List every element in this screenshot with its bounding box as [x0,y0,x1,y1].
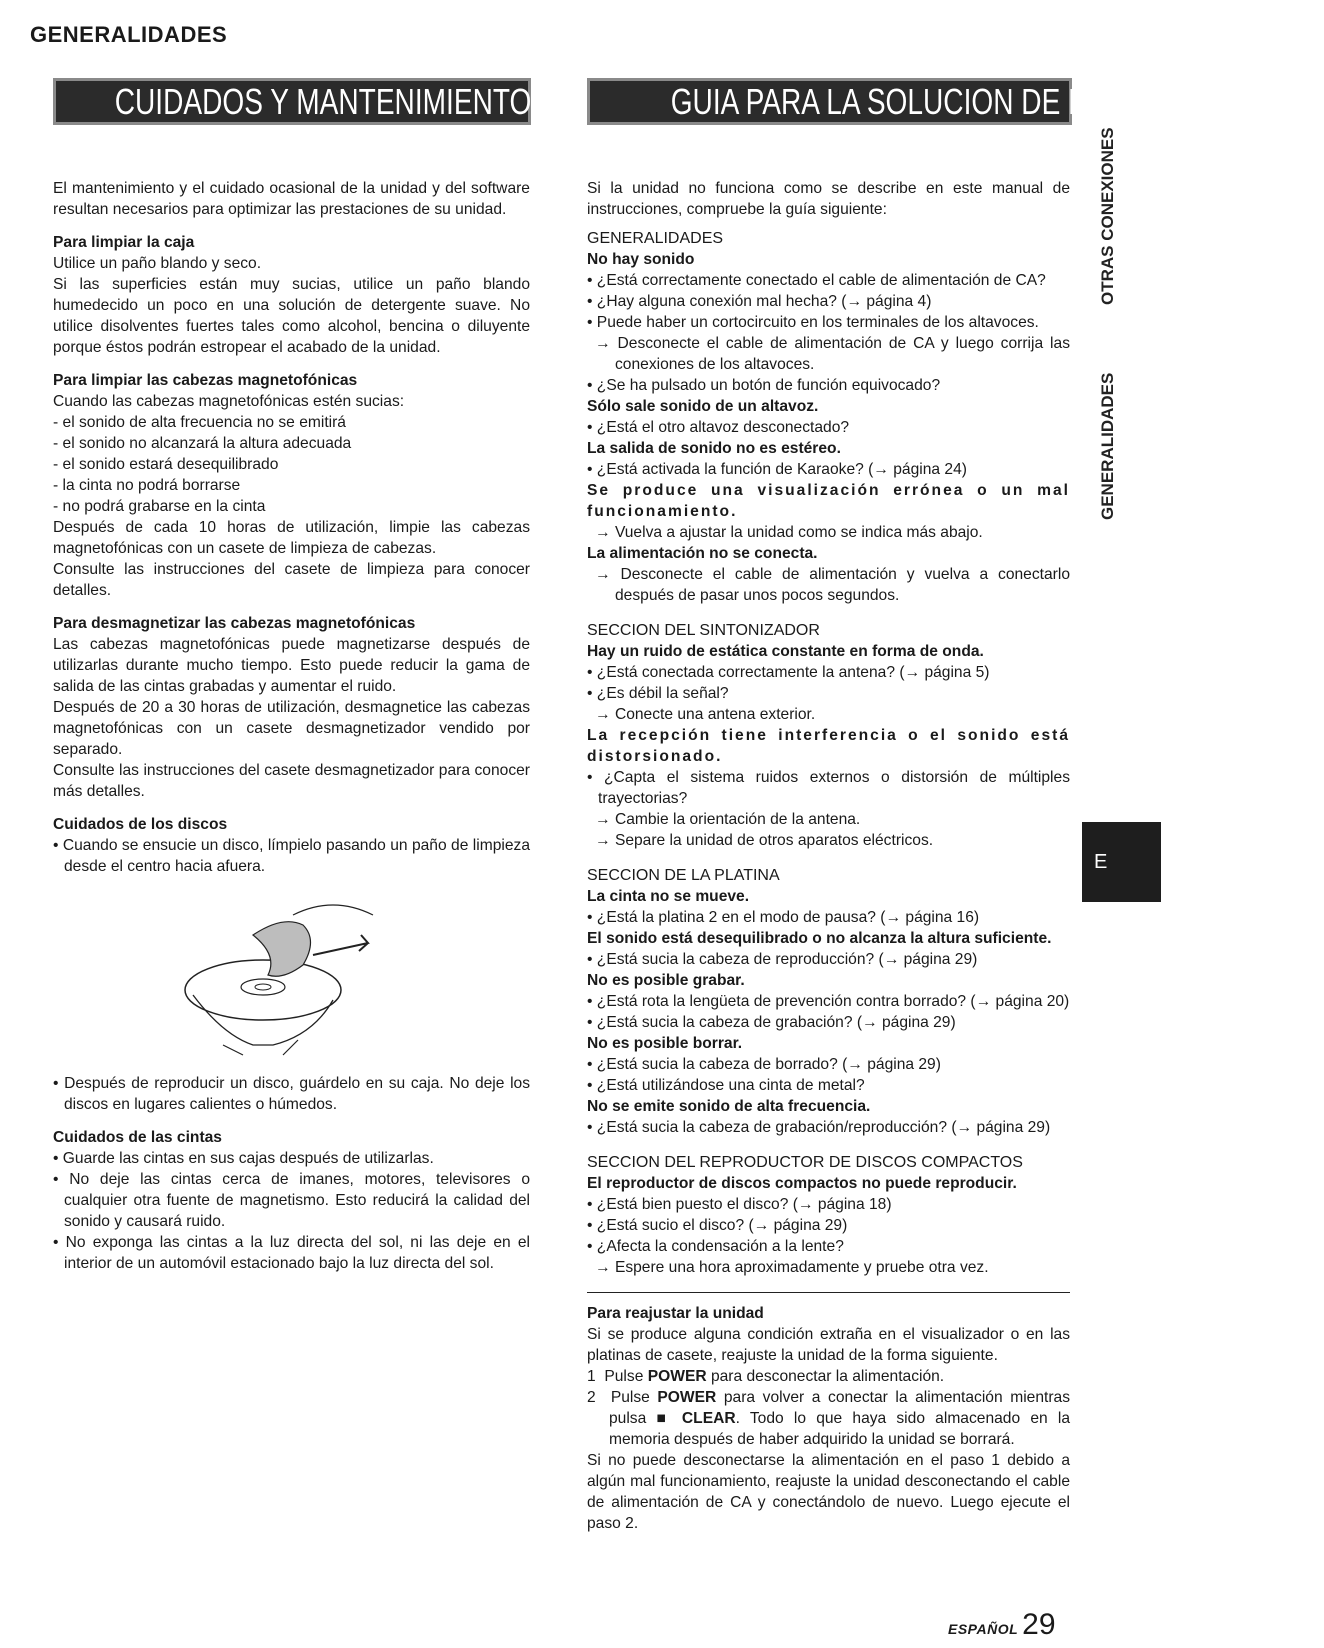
list-item: • ¿Está sucio el disco? (→ página 29) [587,1215,1070,1236]
side-tabs [1090,80,1130,520]
heading-desmagnetizar: Para desmagnetizar las cabezas magnetofónicas [53,615,416,632]
problem-heading: El reproductor de discos compactos no puede reproducir. [587,1175,1017,1192]
tab-otras-conexiones: OTRAS CONEXIONES [1098,127,1117,305]
list-item: • Después de reproducir un disco, guárdelo en su caja. No deje los discos en lugares calientes o húmedos. [53,1073,530,1115]
problem-heading: La salida de sonido no es estéreo. [587,440,841,457]
disc-cleaning-illustration [183,895,383,1055]
problem-heading: Hay un ruido de estática constante en forma de onda. [587,643,984,660]
list-item: • ¿Está sucia la cabeza de grabación/reproducción? (→ página 29) [587,1117,1070,1138]
problem-heading: La recepción tiene interferencia o el sonido está distorsionado. [587,727,1070,765]
list-item: • ¿Está utilizándose una cinta de metal? [587,1075,1070,1096]
list-item: - el sonido estará desequilibrado [53,456,279,473]
intro-text: El mantenimiento y el cuidado ocasional de la unidad y del software resultan necesarios para optimizar las prestaciones de su unidad. [53,180,530,218]
paragraph: Si las superficies están muy sucias, utilice un paño blando humedecido un poco en una solución de detergente suave. No utilice disolventes fuertes tales como alcohol, bencina o diluyente porque éstos podrán estropear el acabado de la unidad. [53,276,530,356]
list-item: • No exponga las cintas a la luz directa del sol, ni las deje en el interior de un automóvil estacionado bajo la luz directa del sol. [53,1232,530,1274]
paragraph: Después de 20 a 30 horas de utilización, desmagnetice las cabezas magnetofónicas con un casete desmagnetizador vendido por separado. [53,699,530,758]
list-item: • Cuando se ensucie un disco, límpielo pasando un paño de limpieza desde el centro hacia afuera. [53,835,530,877]
divider [587,1292,1070,1293]
list-item: • ¿Está la platina 2 en el modo de pausa? (→ página 16) [587,907,1070,928]
problem-heading: No es posible borrar. [587,1035,743,1052]
section-title-platina: SECCION DE LA PLATINA [587,867,780,884]
remedy-item: → Cambie la orientación de la antena. [587,809,1070,830]
list-item: • Puede haber un cortocircuito en los terminales de los altavoces. [587,312,1070,333]
list-item: • ¿Afecta la condensación a la lente? [587,1236,1070,1257]
intro-text: Si la unidad no funciona como se describe en este manual de instrucciones, compruebe la guía siguiente: [587,180,1070,218]
list-item: - el sonido de alta frecuencia no se emitirá [53,414,346,431]
list-item: • ¿Está sucia la cabeza de grabación? (→ página 29) [587,1012,1070,1033]
list-item: • ¿Es débil la señal? [587,683,1070,704]
remedy-item: → Espere una hora aproximadamente y pruebe otra vez. [587,1257,1070,1278]
list-item: • ¿Está activada la función de Karaoke? (→ página 24) [587,459,1070,480]
list-item: - el sonido no alcanzará la altura adecuada [53,435,352,452]
paragraph: Si se produce alguna condición extraña en el visualizador o en las platinas de casete, reajuste la unidad de la forma siguiente. [587,1326,1070,1364]
tab-generalidades: GENERALIDADES [1098,372,1117,520]
list-item: • ¿Está rota la lengüeta de prevención contra borrado? (→ página 20) [587,991,1070,1012]
paragraph: Consulte las instrucciones del casete desmagnetizador para conocer más detalles. [53,762,530,800]
list-item: • ¿Está sucia la cabeza de borrado? (→ página 29) [587,1054,1070,1075]
heading-reajustar: Para reajustar la unidad [587,1305,764,1322]
remedy-item: → Desconecte el cable de alimentación de CA y luego corrija las conexiones de los altavoces. [587,333,1070,375]
paragraph: Cuando las cabezas magnetofónicas estén sucias: [53,393,405,410]
section-title-sintonizador: SECCION DEL SINTONIZADOR [587,622,820,639]
problem-heading: No hay sonido [587,251,695,268]
banner-cuidados: CUIDADOS Y MANTENIMIENTO [53,78,531,125]
list-item: • ¿Está correctamente conectado el cable de alimentación de CA? [587,270,1070,291]
problem-heading: La alimentación no se conecta. [587,545,818,562]
problem-heading: El sonido está desequilibrado o no alcanza la altura suficiente. [587,930,1052,947]
footer-language: ESPAÑOL [948,1621,1019,1637]
heading-caja: Para limpiar la caja [53,234,195,251]
remedy-item: → Desconecte el cable de alimentación y vuelva a conectarlo después de pasar unos pocos segundos. [587,564,1070,606]
list-item: • ¿Está sucia la cabeza de reproducción? (→ página 29) [587,949,1070,970]
remedy-item: → Vuelva a ajustar la unidad como se indica más abajo. [587,522,1070,543]
problem-heading: Sólo sale sonido de un altavoz. [587,398,819,415]
list-item: • ¿Hay alguna conexión mal hecha? (→ página 4) [587,291,1070,312]
paragraph: Si no puede desconectarse la alimentación en el paso 1 debido a algún mal funcionamiento, reajuste la unidad desconectando el cable de alimentación de CA y conectándolo de nuevo. Luego ejecute el paso 2. [587,1452,1070,1532]
list-item: - no podrá grabarse en la cinta [53,498,266,515]
section-title-generalidades: GENERALIDADES [587,230,724,247]
list-item: • ¿Está el otro altavoz desconectado? [587,417,1070,438]
problem-heading: No es posible grabar. [587,972,745,989]
list-item: • ¿Capta el sistema ruidos externos o distorsión de múltiples trayectorias? [587,767,1070,809]
problem-heading: La cinta no se mueve. [587,888,750,905]
language-tab: E [1082,822,1161,902]
remedy-item: → Conecte una antena exterior. [587,704,1070,725]
page-number: 29 [1022,1608,1056,1641]
page-footer [948,1608,1056,1642]
problem-heading: Se produce una visualización errónea o un mal funcionamiento. [587,482,1070,520]
remedy-item: → Separe la unidad de otros aparatos eléctricos. [587,830,1070,851]
list-item: • No deje las cintas cerca de imanes, motores, televisores o cualquier otra fuente de magnetismo. Esto reducirá la calidad del sonido y causará ruido. [53,1169,530,1232]
step-2: 2 Pulse POWER para volver a conectar la alimentación mientras pulsa ■ CLEAR. Todo lo que haya sido almacenado en la memoria después de haber adquirido la unidad se borrará. [587,1389,1071,1448]
paragraph: Consulte las instrucciones del casete de limpieza para conocer detalles. [53,561,530,599]
heading-cabezas: Para limpiar las cabezas magnetofónicas [53,372,358,389]
section-title-cd: SECCION DEL REPRODUCTOR DE DISCOS COMPACTOS [587,1154,1023,1171]
heading-cintas: Cuidados de las cintas [53,1129,222,1146]
list-item: • ¿Está conectada correctamente la antena? (→ página 5) [587,662,1070,683]
paragraph: Utilice un paño blando y seco. [53,255,262,272]
paragraph: Después de cada 10 horas de utilización, limpie las cabezas magnetofónicas con un casete de limpieza de cabezas. [53,519,530,557]
problem-heading: No se emite sonido de alta frecuencia. [587,1098,871,1115]
right-column [587,178,1070,1534]
list-item: • ¿Se ha pulsado un botón de función equivocado? [587,375,1070,396]
left-column [53,178,530,1274]
banner-guia: GUIA PARA LA SOLUCION DE PROBLEMAS [587,78,1072,125]
list-item: • ¿Está bien puesto el disco? (→ página 18) [587,1194,1070,1215]
paragraph: Las cabezas magnetofónicas puede magnetizarse después de utilizarlas durante mucho tiempo. Esto puede reducir la gama de salida de las cintas grabadas y aumentar el ruido. [53,636,530,695]
heading-discos: Cuidados de los discos [53,816,228,833]
section-header: GENERALIDADES [30,22,228,47]
step-1: 1 Pulse POWER para desconectar la alimentación. [587,1368,945,1385]
list-item: - la cinta no podrá borrarse [53,477,241,494]
list-item: • Guarde las cintas en sus cajas después de utilizarlas. [53,1148,530,1169]
